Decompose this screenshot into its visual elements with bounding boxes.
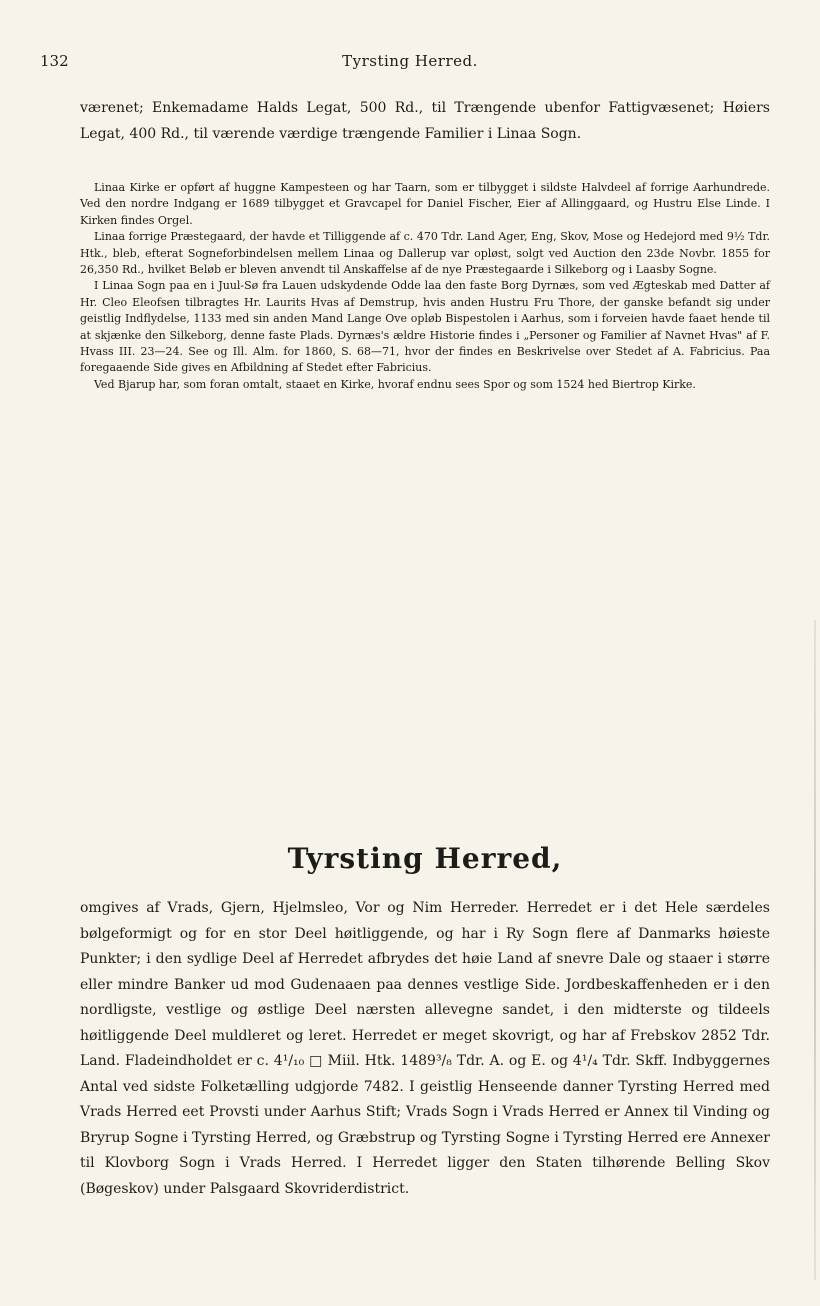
intro-block: [80, 96, 770, 147]
dyrnaes-paragraph: I Linaa Sogn paa en i Juul-Sø fra Lauen udskydende Odde laa den faste Borg Dyrnæs, som ved Ægteskab med Datter af Hr. Cleo Eleofsen tilbragtes Hr. Laurits Hvas af Demstrup, hvis anden Hustru Fru Thore, der ganske befandt sig under geistlig Indflydelse, 1133 med sin anden Mand Lange Ove opløb Bispestolen i Aarhus, som i forveien havde faaet hende til at skjænke den Silkeborg, denne faste Plads. Dyrnæs's ældre Historie findes i „Personer og Familier af Navnet Hvas" af F. Hvass III. 23—24. See og Ill. Alm. for 1860, S. 68—71, hvor der findes en Beskrivelse over Stedet af A. Fabricius. Paa foregaaende Side gives en Afbildning af Stedet efter Fabricius.: [80, 279, 770, 375]
running-head: [40, 52, 780, 76]
page-number: 132: [40, 52, 69, 70]
bjarup-paragraph: Ved Bjarup har, som foran omtalt, staaet en Kirke, hvoraf endnu sees Spor og som 1524 hed Biertrop Kirke.: [94, 377, 696, 391]
page-edge-shadow: [814, 620, 816, 1280]
intro-paragraph: værenet; Enkemadame Halds Legat, 500 Rd., til Trængende ubenfor Fattigvæsenet; Høiers Legat, 400 Rd., til værende værdige trængende Familier i Linaa Sogn.: [80, 100, 770, 142]
section-heading: Tyrsting Herred,: [287, 842, 563, 875]
church-paragraph: Linaa Kirke er opført af huggne Kampesteen og har Taarn, som er tilbygget i sildste Halvdeel af forrige Aarhundrede. Ved den nordre Indgang er 1689 tilbygget et Gravcapel for Daniel Fischer, Eier af Allinggaard, og Hustru Else Linde. I Kirken findes Orgel.: [80, 181, 770, 227]
section-block: [80, 896, 770, 1202]
running-title: Tyrsting Herred.: [342, 52, 478, 70]
parsonage-paragraph: Linaa forrige Præstegaard, der havde et Tilliggende af c. 470 Tdr. Land Ager, Eng, Skov, Mose og Hedejord med 9½ Tdr. Htk., bleb, efterat Sogneforbindelsen mellem Linaa og Dallerup var opløst, solgt ved Auction den 23de Novbr. 1855 for 26,350 Rd., hvilket Beløb er bleven anvendt til Anskaffelse af de nye Præstegaarde i Silkeborg og i Laasby Sogne.: [80, 230, 770, 277]
small-print-block: [80, 180, 770, 393]
section-paragraph: omgives af Vrads, Gjern, Hjelmsleo, Vor og Nim Herreder. Herredet er i det Hele særdeles bølgeformigt og for en stor Deel høitliggende, og har i Ry Sogn flere af Danmarks høieste Punkter; i den sydlige Deel af Herredet afbrydes det høie Land af snevre Dale og staaer i større eller mindre Banker ud mod Gudenaaen paa dennes vestlige Side. Jordbeskaffenheden er i den nordligste, vestlige og østlige Deel nærsten allevegne sandet, i den midterste og tildeels høitliggende Deel muldleret og leret. Herredet er meget skovrigt, og har af Frebskov 2852 Tdr. Land. Fladeindholdet er c. 4¹/₁₀ □ Miil. Htk. 1489³/₈ Tdr. A. og E. og 4¹/₄ Tdr. Skff. Indbyggernes Antal ved sidste Folketælling udgjorde 7482. I geistlig Henseende danner Tyrsting Herred med Vrads Herred eet Provsti under Aarhus Stift; Vrads Sogn i Vrads Herred er Annex til Vinding og Bryrup Sogne i Tyrsting Herred, og Græbstrup og Tyrsting Sogne i Tyrsting Herred ere Annexer til Klovborg Sogn i Vrads Herred. I Herredet ligger den Staten tilhørende Belling Skov (Bøgeskov) under Palsgaard Skovriderdistrict.: [80, 900, 770, 1197]
